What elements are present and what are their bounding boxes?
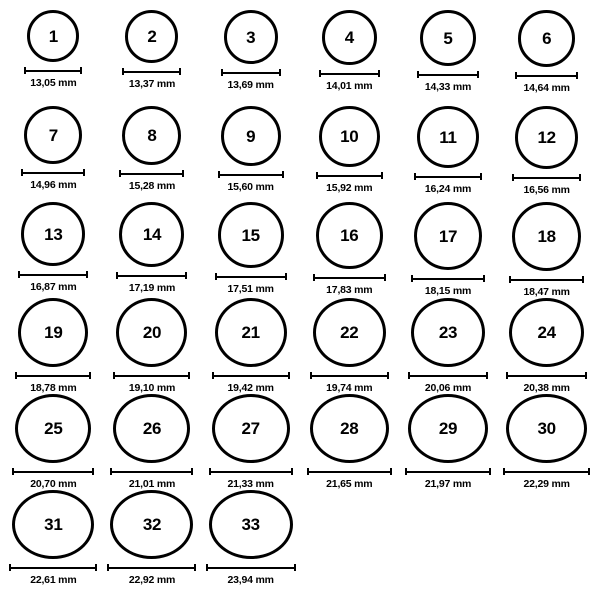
ring-size-number: 18 <box>537 227 556 246</box>
ring-circle <box>113 394 190 463</box>
ring-diameter-label: 18,15 mm <box>424 285 472 297</box>
ring-circle <box>125 10 178 63</box>
ring-circle <box>119 202 184 267</box>
ring-measure <box>515 72 578 94</box>
ring-measure <box>310 372 389 394</box>
diameter-caliper-icon <box>21 169 85 176</box>
ring-diameter-label: 20,38 mm <box>523 382 570 394</box>
ring-size-number: 5 <box>443 28 453 48</box>
diameter-caliper-icon <box>107 564 196 571</box>
diameter-caliper-icon <box>307 468 392 475</box>
ring-size-number: 11 <box>439 127 457 147</box>
diameter-caliper-icon <box>12 468 94 475</box>
ring-circle <box>408 394 488 463</box>
ring-circle <box>414 202 482 270</box>
ring-measure <box>506 372 587 394</box>
diameter-caliper-icon <box>119 170 184 177</box>
ring-measure <box>113 372 190 394</box>
ring-size-cell[interactable] <box>300 106 399 202</box>
ring-diameter-label: 21,33 mm <box>227 478 274 490</box>
ring-size-number: 19 <box>44 323 63 342</box>
ring-size-cell[interactable] <box>4 10 103 106</box>
ring-diameter-label: 22,61 mm <box>30 574 77 586</box>
diameter-caliper-icon <box>503 468 590 475</box>
ring-diameter-label: 17,51 mm <box>227 283 274 295</box>
diameter-caliper-icon <box>316 172 383 179</box>
ring-size-number: 32 <box>142 515 162 534</box>
ring-measure <box>316 172 383 194</box>
diameter-caliper-icon <box>15 372 91 379</box>
ring-measure <box>122 68 181 90</box>
ring-diameter-label: 14,01 mm <box>326 80 373 92</box>
ring-size-cell[interactable] <box>103 298 202 394</box>
ring-diameter-label: 17,19 mm <box>128 282 176 294</box>
ring-size-number: 22 <box>340 323 359 342</box>
ring-size-number: 13 <box>44 224 63 244</box>
diameter-caliper-icon <box>110 468 193 475</box>
ring-size-number: 23 <box>438 323 458 342</box>
diameter-caliper-icon <box>122 68 181 75</box>
diameter-caliper-icon <box>313 274 386 281</box>
ring-diameter-label: 17,83 mm <box>326 284 373 296</box>
ring-circle <box>221 106 281 166</box>
ring-measure <box>414 173 482 195</box>
ring-measure <box>503 468 590 490</box>
ring-diameter-label: 20,70 mm <box>30 478 77 490</box>
ring-measure <box>221 69 281 91</box>
ring-circle <box>518 10 575 67</box>
ring-size-number: 28 <box>340 419 359 438</box>
ring-size-number: 24 <box>537 323 556 342</box>
ring-diameter-label: 21,97 mm <box>424 478 472 490</box>
ring-diameter-label: 14,64 mm <box>523 82 570 94</box>
ring-measure <box>512 174 581 196</box>
ring-diameter-label: 19,74 mm <box>326 382 373 394</box>
ring-circle <box>512 202 581 271</box>
ring-size-cell[interactable] <box>201 298 300 394</box>
ring-diameter-label: 15,28 mm <box>128 180 176 192</box>
ring-size-cell[interactable] <box>497 10 596 106</box>
ring-size-cell[interactable] <box>497 298 596 394</box>
ring-size-cell[interactable] <box>4 394 103 490</box>
ring-circle <box>313 298 386 367</box>
ring-measure <box>215 273 287 295</box>
ring-size-cell[interactable] <box>103 106 202 202</box>
ring-size-cell[interactable] <box>4 490 103 586</box>
ring-diameter-label: 19,10 mm <box>128 382 176 394</box>
ring-diameter-label: 19,42 mm <box>227 382 274 394</box>
ring-size-cell[interactable] <box>300 10 399 106</box>
ring-size-number: 10 <box>340 127 359 146</box>
ring-size-cell[interactable] <box>201 394 300 490</box>
ring-diameter-label: 16,56 mm <box>523 184 570 196</box>
ring-size-number: 1 <box>48 26 58 46</box>
ring-size-number: 3 <box>246 27 256 47</box>
ring-diameter-label: 14,33 mm <box>424 81 472 93</box>
ring-measure <box>107 564 196 586</box>
diameter-caliper-icon <box>411 275 485 282</box>
ring-diameter-label: 18,78 mm <box>30 382 77 394</box>
diameter-caliper-icon <box>24 67 82 74</box>
ring-diameter-label: 15,92 mm <box>326 182 373 194</box>
ring-circle <box>506 394 587 463</box>
ring-measure <box>212 372 290 394</box>
ring-size-cell[interactable] <box>399 106 498 202</box>
diameter-caliper-icon <box>405 468 491 475</box>
ring-diameter-label: 15,60 mm <box>227 181 274 193</box>
diameter-caliper-icon <box>515 72 578 79</box>
ring-size-number: 31 <box>44 515 63 534</box>
ring-diameter-label: 21,65 mm <box>326 478 373 490</box>
ring-size-number: 7 <box>48 125 58 145</box>
ring-size-cell[interactable] <box>4 202 103 298</box>
diameter-caliper-icon <box>408 372 488 379</box>
ring-size-number: 20 <box>142 323 162 342</box>
ring-measure <box>417 71 479 93</box>
ring-circle <box>515 106 578 169</box>
ring-size-cell[interactable] <box>300 394 399 490</box>
ring-measure <box>206 564 296 586</box>
ring-size-grid <box>4 10 596 586</box>
diameter-caliper-icon <box>113 372 190 379</box>
ring-circle <box>212 394 290 463</box>
ring-diameter-label: 18,47 mm <box>523 286 570 298</box>
ring-circle <box>319 106 380 167</box>
ring-size-number: 6 <box>542 29 552 48</box>
ring-measure <box>509 276 584 298</box>
ring-measure <box>110 468 193 490</box>
ring-size-cell[interactable] <box>497 394 596 490</box>
ring-measure <box>21 169 85 191</box>
ring-diameter-label: 13,37 mm <box>128 78 176 90</box>
ring-diameter-label: 21,01 mm <box>128 478 176 490</box>
ring-diameter-label: 20,06 mm <box>424 382 472 394</box>
ring-measure <box>12 468 94 490</box>
ring-diameter-label: 22,92 mm <box>128 574 176 586</box>
ring-size-cell[interactable] <box>399 394 498 490</box>
diameter-caliper-icon <box>417 71 479 78</box>
diameter-caliper-icon <box>506 372 587 379</box>
ring-size-cell[interactable] <box>103 490 202 586</box>
diameter-caliper-icon <box>310 372 389 379</box>
ring-measure <box>119 170 184 192</box>
ring-measure <box>307 468 392 490</box>
ring-measure <box>116 272 187 294</box>
ring-circle <box>18 298 88 367</box>
ring-circle <box>27 10 79 62</box>
ring-size-cell[interactable] <box>4 106 103 202</box>
ring-size-number: 15 <box>241 225 260 245</box>
ring-size-cell[interactable] <box>4 298 103 394</box>
ring-measure <box>313 274 386 296</box>
ring-measure <box>408 372 488 394</box>
ring-size-cell[interactable] <box>300 202 399 298</box>
ring-diameter-label: 14,96 mm <box>30 179 77 191</box>
ring-circle <box>209 490 293 559</box>
ring-size-cell[interactable] <box>103 394 202 490</box>
ring-circle <box>310 394 389 463</box>
ring-circle <box>322 10 377 65</box>
ring-size-number: 26 <box>142 419 162 438</box>
ring-circle <box>110 490 193 559</box>
ring-size-cell[interactable] <box>300 298 399 394</box>
ring-circle <box>215 298 287 367</box>
diameter-caliper-icon <box>221 69 281 76</box>
ring-circle <box>509 298 584 367</box>
diameter-caliper-icon <box>512 174 581 181</box>
ring-size-number: 16 <box>340 226 359 245</box>
ring-measure <box>405 468 491 490</box>
ring-circle <box>316 202 383 269</box>
ring-circle <box>116 298 187 367</box>
ring-measure <box>209 468 293 490</box>
diameter-caliper-icon <box>206 564 296 571</box>
ring-circle <box>417 106 479 168</box>
ring-size-number: 12 <box>537 128 556 147</box>
ring-circle <box>15 394 91 463</box>
ring-diameter-label: 16,87 mm <box>30 281 77 293</box>
ring-size-cell[interactable] <box>103 202 202 298</box>
ring-measure <box>411 275 485 297</box>
ring-measure <box>24 67 82 89</box>
ring-measure <box>18 271 88 293</box>
diameter-caliper-icon <box>18 271 88 278</box>
ring-measure <box>15 372 91 394</box>
ring-size-number: 9 <box>246 126 256 146</box>
ring-size-cell[interactable] <box>497 202 596 298</box>
ring-size-number: 25 <box>44 419 63 438</box>
diameter-caliper-icon <box>414 173 482 180</box>
ring-size-cell[interactable] <box>399 202 498 298</box>
ring-circle <box>420 10 476 66</box>
ring-measure <box>9 564 97 586</box>
diameter-caliper-icon <box>215 273 287 280</box>
ring-size-cell[interactable] <box>399 10 498 106</box>
ring-circle <box>411 298 485 367</box>
diameter-caliper-icon <box>212 372 290 379</box>
ring-size-number: 17 <box>438 226 458 246</box>
ring-measure <box>218 171 284 193</box>
diameter-caliper-icon <box>209 468 293 475</box>
ring-circle <box>122 106 181 165</box>
ring-size-number: 8 <box>147 126 157 145</box>
diameter-caliper-icon <box>218 171 284 178</box>
diameter-caliper-icon <box>509 276 584 283</box>
ring-size-cell[interactable] <box>103 10 202 106</box>
ring-size-cell[interactable] <box>201 490 300 586</box>
ring-diameter-label: 16,24 mm <box>424 183 472 195</box>
ring-circle <box>24 106 82 164</box>
diameter-caliper-icon <box>319 70 380 77</box>
ring-size-number: 21 <box>241 323 260 342</box>
diameter-caliper-icon <box>116 272 187 279</box>
ring-size-cell[interactable] <box>497 106 596 202</box>
ring-circle <box>218 202 284 268</box>
ring-size-cell[interactable] <box>201 106 300 202</box>
ring-circle <box>12 490 94 559</box>
ring-size-cell[interactable] <box>201 10 300 106</box>
ring-size-number: 4 <box>344 28 354 47</box>
ring-circle <box>224 10 278 64</box>
ring-size-number: 29 <box>438 419 458 438</box>
ring-measure <box>319 70 380 92</box>
ring-size-number: 33 <box>241 515 260 534</box>
ring-diameter-label: 23,94 mm <box>227 574 274 586</box>
ring-size-number: 14 <box>142 225 162 244</box>
ring-diameter-label: 13,05 mm <box>30 77 77 89</box>
diameter-caliper-icon <box>9 564 97 571</box>
ring-diameter-label: 22,29 mm <box>523 478 570 490</box>
ring-size-cell[interactable] <box>201 202 300 298</box>
ring-size-number: 27 <box>241 419 260 438</box>
ring-circle <box>21 202 85 266</box>
ring-size-number: 2 <box>147 27 157 46</box>
ring-size-number: 30 <box>537 419 556 438</box>
ring-diameter-label: 13,69 mm <box>227 79 274 91</box>
ring-size-cell[interactable] <box>399 298 498 394</box>
